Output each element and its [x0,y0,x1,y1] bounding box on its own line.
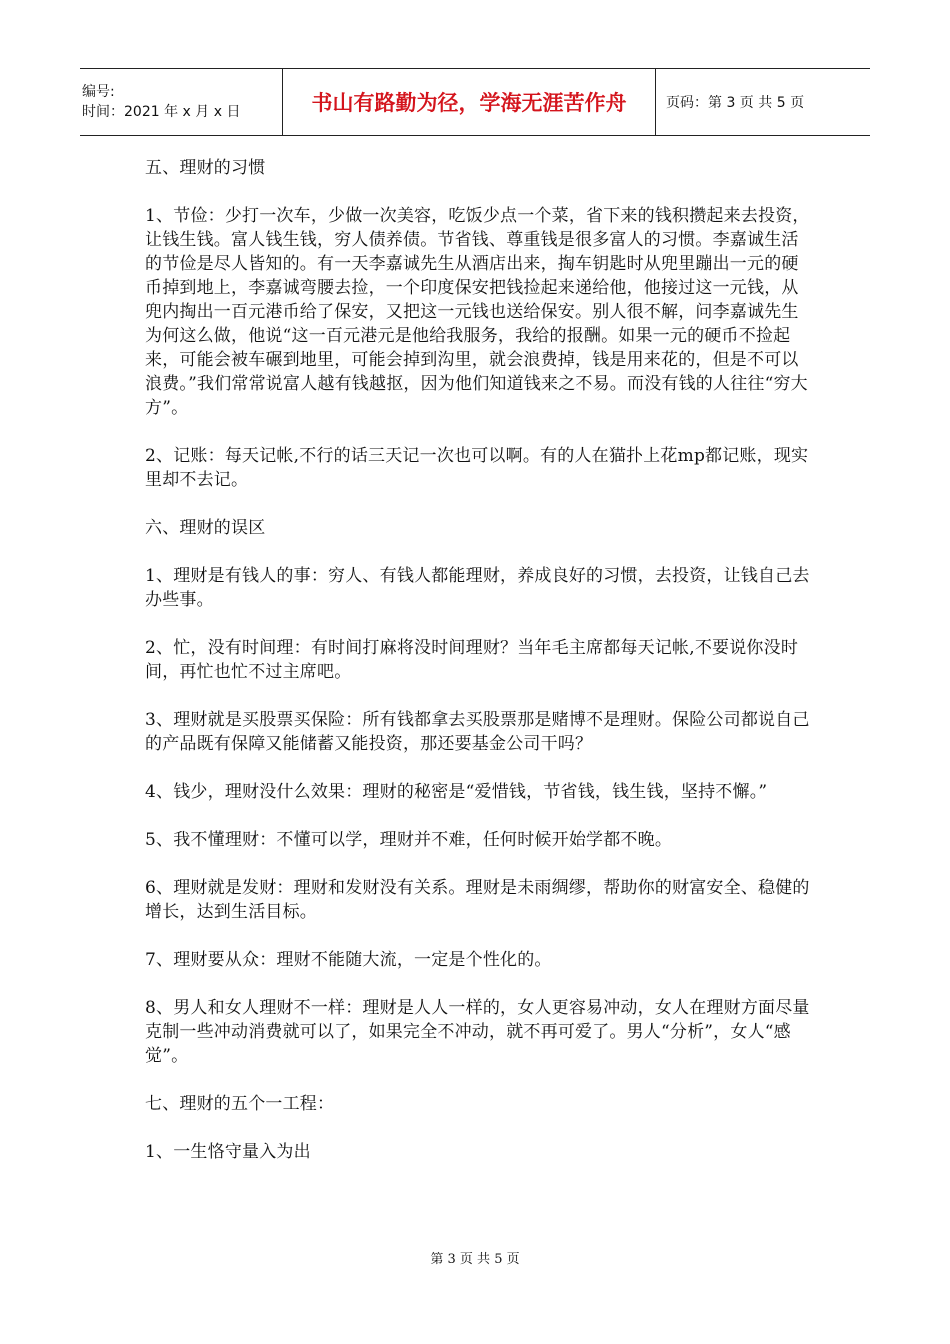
section-heading-five-ones: 七、理财的五个一工程： [145,1094,335,1114]
section-heading-misconceptions: 六、理财的误区 [145,518,266,538]
paragraph-misconception-4: 4、钱少，理财没什么效果：理财的秘密是“爱惜钱，节省钱，钱生钱，坚持不懈。” [145,782,768,802]
document-number-label: 编号: [82,84,115,100]
header-motto: 书山有路勤为径，学海无涯苦作舟 [283,69,656,136]
paragraph-bookkeeping: 2、记账：每天记帐,不行的话三天记一次也可以啊。有的人在猫扑上花mp都记账，现实里却不去记。 [145,446,809,490]
paragraph-five-ones-1: 1、一生恪守量入为出 [145,1142,311,1162]
paragraph-misconception-2: 2、忙，没有时间理：有时间打麻将没时间理财？当年毛主席都每天记帐,不要说你没时间，再忙也忙不过主席吧。 [145,638,799,682]
paragraph-misconception-7: 7、理财要从众：理财不能随大流，一定是个性化的。 [145,950,552,970]
page-footer: 第 3 页 共 5 页 [430,1252,520,1267]
header-meta [80,69,283,136]
paragraph-thrift: 1、节俭：少打一次车，少做一次美容，吃饭少点一个菜，省下来的钱积攒起来去投资，让钱生钱。富人钱生钱，穷人债养债。节省钱、尊重钱是很多富人的习惯。李嘉诚生活的节俭是尽人皆知的。有一天李嘉诚先生从酒店出来，掏车钥匙时从兜里蹦出一元的硬币掉到地上，李嘉诚弯腰去捡，一个印度保安把钱捡起来递给他，他接过这一元钱，从兜内掏出一百元港币给了保安，又把这一元钱也送给保安。别人很不解，问李嘉诚先生为何这么做，他说“这一百元港元是他给我服务，我给的报酬。如果一元的硬币不捡起来，可能会被车碾到地里，可能会掉到沟里，就会浪费掉，钱是用来花的，但是不可以浪费。”我们常常说富人越有钱越抠，因为他们知道钱来之不易。而没有钱的人往往“穷大方”。 [145,206,810,418]
paragraph-misconception-8: 8、男人和女人理财不一样：理财是人人一样的，女人更容易冲动，女人在理财方面尽量克制一些冲动消费就可以了，如果完全不冲动，就不再可爱了。男人“分析”，女人“感觉”。 [145,998,810,1066]
paragraph-misconception-3: 3、理财就是买股票买保险：所有钱都拿去买股票那是赌博不是理财。保险公司都说自己的产品既有保障又能储蓄又能投资，那还要基金公司干吗？ [145,710,810,754]
section-heading-habits: 五、理财的习惯 [145,158,266,178]
paragraph-misconception-1: 1、理财是有钱人的事：穷人、有钱人都能理财，养成良好的习惯，去投资，让钱自己去办些事。 [145,566,810,610]
document-time-label: 时间：2021 年 x 月 x 日 [82,104,241,120]
paragraph-misconception-5: 5、我不懂理财：不懂可以学，理财并不难，任何时候开始学都不晚。 [145,830,673,850]
page-header [80,68,870,136]
document-body [145,156,815,1188]
paragraph-misconception-6: 6、理财就是发财：理财和发财没有关系。理财是未雨绸缪，帮助你的财富安全、稳健的增长，达到生活目标。 [145,878,810,922]
header-page-info: 页码：第 3 页 共 5 页 [656,69,871,136]
